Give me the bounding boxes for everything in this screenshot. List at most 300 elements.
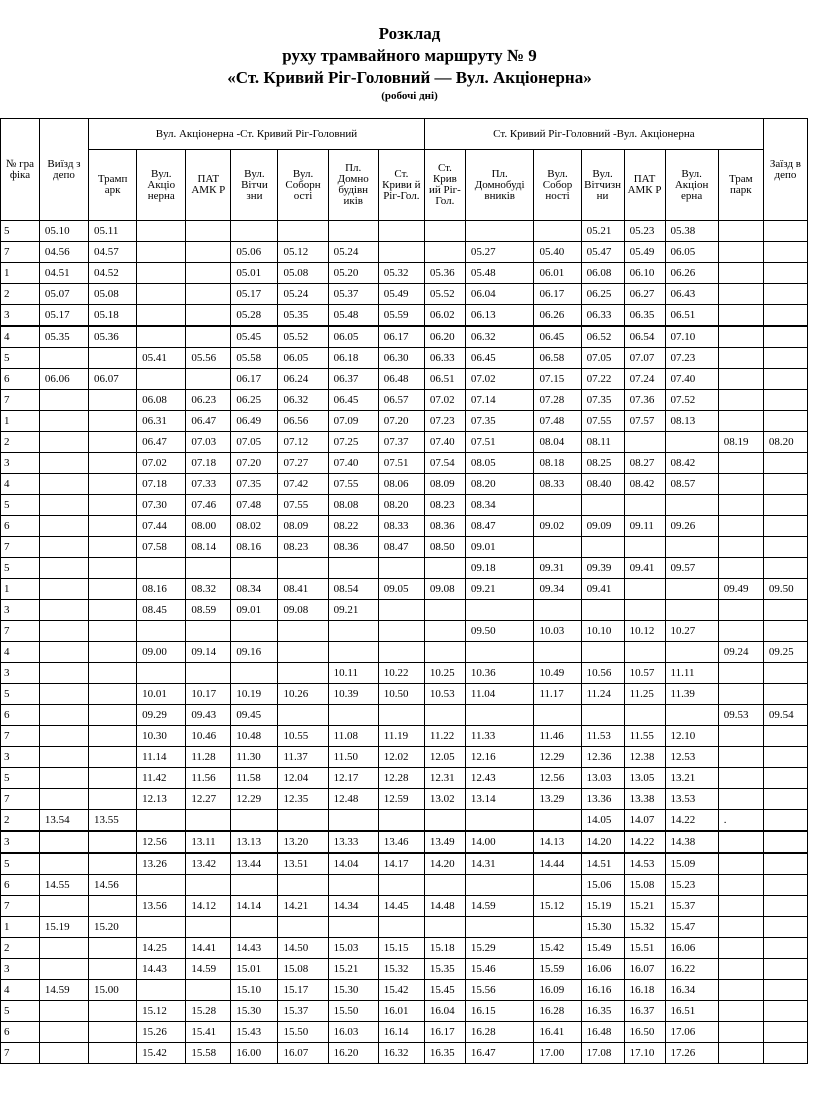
time-cell: 16.32 xyxy=(378,1043,424,1064)
time-cell xyxy=(718,684,763,705)
time-cell xyxy=(39,853,88,875)
time-cell xyxy=(581,495,624,516)
time-cell xyxy=(89,1001,137,1022)
graph-number-cell: 2 xyxy=(1,810,40,832)
time-cell: 09.11 xyxy=(624,516,665,537)
time-cell xyxy=(186,305,231,327)
time-cell: 07.14 xyxy=(465,390,534,411)
table-row xyxy=(1,326,808,348)
time-cell xyxy=(137,326,186,348)
time-cell: 12.13 xyxy=(137,789,186,810)
time-cell: 14.48 xyxy=(424,896,465,917)
time-cell: 16.00 xyxy=(231,1043,278,1064)
time-cell: 08.50 xyxy=(424,537,465,558)
time-cell: 08.41 xyxy=(278,579,328,600)
time-cell xyxy=(624,495,665,516)
time-cell: 09.14 xyxy=(186,642,231,663)
group-header-row xyxy=(1,119,808,150)
time-cell xyxy=(186,284,231,305)
time-cell xyxy=(278,642,328,663)
time-cell: 04.56 xyxy=(39,242,88,263)
time-cell xyxy=(328,875,378,896)
time-cell: 09.29 xyxy=(137,705,186,726)
time-cell xyxy=(718,1022,763,1043)
time-cell xyxy=(718,390,763,411)
time-cell: 15.51 xyxy=(624,938,665,959)
time-cell xyxy=(39,579,88,600)
time-cell xyxy=(718,453,763,474)
time-cell xyxy=(186,980,231,1001)
time-cell: 07.20 xyxy=(378,411,424,432)
time-cell: 14.56 xyxy=(89,875,137,896)
time-cell xyxy=(39,348,88,369)
time-cell: 13.53 xyxy=(665,789,718,810)
time-cell xyxy=(763,516,807,537)
time-cell xyxy=(718,896,763,917)
time-cell: 05.08 xyxy=(278,263,328,284)
time-cell: 06.05 xyxy=(328,326,378,348)
time-cell: 06.32 xyxy=(278,390,328,411)
time-cell: 07.44 xyxy=(137,516,186,537)
time-cell xyxy=(718,221,763,242)
time-cell: 14.59 xyxy=(465,896,534,917)
time-cell: 11.28 xyxy=(186,747,231,768)
time-cell xyxy=(718,326,763,348)
time-cell: 16.41 xyxy=(534,1022,581,1043)
table-row xyxy=(1,242,808,263)
column-header-row xyxy=(1,150,808,221)
time-cell xyxy=(718,1001,763,1022)
time-cell xyxy=(534,875,581,896)
time-cell xyxy=(718,305,763,327)
time-cell xyxy=(39,642,88,663)
time-cell: 10.56 xyxy=(581,663,624,684)
time-cell: 15.01 xyxy=(231,959,278,980)
time-cell: 16.22 xyxy=(665,959,718,980)
time-cell: 16.01 xyxy=(378,1001,424,1022)
time-cell: 15.21 xyxy=(624,896,665,917)
time-cell xyxy=(39,516,88,537)
time-cell: 05.48 xyxy=(328,305,378,327)
time-cell xyxy=(186,221,231,242)
time-cell: 07.12 xyxy=(278,432,328,453)
table-row xyxy=(1,263,808,284)
time-cell: 15.23 xyxy=(665,875,718,896)
time-cell xyxy=(137,242,186,263)
time-cell: 13.26 xyxy=(137,853,186,875)
time-cell: 05.52 xyxy=(424,284,465,305)
time-cell: 06.54 xyxy=(624,326,665,348)
time-cell xyxy=(624,642,665,663)
time-cell xyxy=(763,896,807,917)
time-cell: . xyxy=(718,810,763,832)
time-cell xyxy=(424,600,465,621)
table-row xyxy=(1,432,808,453)
time-cell xyxy=(424,875,465,896)
time-cell: 07.30 xyxy=(137,495,186,516)
time-cell xyxy=(186,875,231,896)
time-cell: 09.00 xyxy=(137,642,186,663)
time-cell: 09.45 xyxy=(231,705,278,726)
table-row xyxy=(1,1001,808,1022)
time-cell xyxy=(465,705,534,726)
time-cell: 08.00 xyxy=(186,516,231,537)
time-cell: 10.36 xyxy=(465,663,534,684)
time-cell xyxy=(39,789,88,810)
time-cell: 08.59 xyxy=(186,600,231,621)
time-cell: 06.05 xyxy=(278,348,328,369)
table-row xyxy=(1,1043,808,1064)
schedule-body xyxy=(1,221,808,1064)
time-cell: 16.28 xyxy=(534,1001,581,1022)
time-cell: 15.42 xyxy=(534,938,581,959)
time-cell xyxy=(718,558,763,579)
time-cell: 05.11 xyxy=(89,221,137,242)
time-cell: 07.55 xyxy=(278,495,328,516)
table-row xyxy=(1,705,808,726)
time-cell: 15.37 xyxy=(665,896,718,917)
group-header-forward: Вул. Акціонерна -Ст. Кривий Ріг-Головний xyxy=(89,119,425,150)
table-row xyxy=(1,980,808,1001)
time-cell: 05.40 xyxy=(534,242,581,263)
time-cell: 16.14 xyxy=(378,1022,424,1043)
time-cell xyxy=(278,221,328,242)
table-row xyxy=(1,516,808,537)
table-row xyxy=(1,537,808,558)
time-cell: 15.42 xyxy=(137,1043,186,1064)
time-cell: 11.37 xyxy=(278,747,328,768)
time-cell: 11.14 xyxy=(137,747,186,768)
time-cell xyxy=(378,621,424,642)
time-cell: 07.28 xyxy=(534,390,581,411)
time-cell: 06.17 xyxy=(534,284,581,305)
time-cell: 11.30 xyxy=(231,747,278,768)
time-cell: 10.03 xyxy=(534,621,581,642)
time-cell xyxy=(763,263,807,284)
time-cell xyxy=(718,789,763,810)
time-cell xyxy=(718,768,763,789)
time-cell: 15.28 xyxy=(186,1001,231,1022)
time-cell: 14.12 xyxy=(186,896,231,917)
table-row xyxy=(1,959,808,980)
time-cell: 10.55 xyxy=(278,726,328,747)
time-cell: 13.46 xyxy=(378,831,424,853)
time-cell xyxy=(534,810,581,832)
time-cell: 14.51 xyxy=(581,853,624,875)
time-cell xyxy=(378,242,424,263)
time-cell: 15.47 xyxy=(665,917,718,938)
time-cell: 14.20 xyxy=(581,831,624,853)
table-row xyxy=(1,390,808,411)
time-cell xyxy=(89,579,137,600)
time-cell xyxy=(328,621,378,642)
time-cell: 12.56 xyxy=(534,768,581,789)
time-cell: 15.30 xyxy=(231,1001,278,1022)
time-cell: 16.47 xyxy=(465,1043,534,1064)
time-cell: 15.46 xyxy=(465,959,534,980)
time-cell xyxy=(763,810,807,832)
time-cell xyxy=(278,663,328,684)
time-cell xyxy=(763,474,807,495)
time-cell xyxy=(89,705,137,726)
time-cell: 07.23 xyxy=(424,411,465,432)
time-cell: 10.26 xyxy=(278,684,328,705)
time-cell: 09.50 xyxy=(465,621,534,642)
time-cell: 07.35 xyxy=(231,474,278,495)
time-cell: 08.09 xyxy=(424,474,465,495)
time-cell xyxy=(424,917,465,938)
time-cell xyxy=(378,810,424,832)
col-header-depot-exit: Виїзд з депо xyxy=(39,119,88,221)
time-cell: 13.11 xyxy=(186,831,231,853)
table-row xyxy=(1,831,808,853)
time-cell: 05.56 xyxy=(186,348,231,369)
time-cell: 15.12 xyxy=(534,896,581,917)
time-cell xyxy=(39,747,88,768)
time-cell xyxy=(39,726,88,747)
time-cell: 09.09 xyxy=(581,516,624,537)
time-cell xyxy=(186,263,231,284)
time-cell: 06.37 xyxy=(328,369,378,390)
time-cell: 09.16 xyxy=(231,642,278,663)
time-cell xyxy=(231,558,278,579)
time-cell: 06.51 xyxy=(424,369,465,390)
route-title: руху трамвайного маршруту № 9 xyxy=(282,46,537,65)
time-cell xyxy=(39,896,88,917)
time-cell: 14.43 xyxy=(231,938,278,959)
time-cell: 07.35 xyxy=(581,390,624,411)
time-cell xyxy=(186,810,231,832)
time-cell xyxy=(186,621,231,642)
time-cell: 11.39 xyxy=(665,684,718,705)
time-cell xyxy=(465,642,534,663)
time-cell: 05.49 xyxy=(624,242,665,263)
time-cell: 12.56 xyxy=(137,831,186,853)
col-header-kryvyi-rih-gol-2: Ст. Крив ий Ріг-Гол. xyxy=(424,150,465,221)
time-cell: 07.37 xyxy=(378,432,424,453)
time-cell: 10.12 xyxy=(624,621,665,642)
time-cell: 14.34 xyxy=(328,896,378,917)
table-row xyxy=(1,474,808,495)
time-cell: 14.55 xyxy=(39,875,88,896)
time-cell: 07.51 xyxy=(378,453,424,474)
time-cell: 16.04 xyxy=(424,1001,465,1022)
graph-number-cell: 1 xyxy=(1,917,40,938)
time-cell: 14.59 xyxy=(39,980,88,1001)
col-header-domnobudivnykiv: Пл. Домно будівн иків xyxy=(328,150,378,221)
time-cell xyxy=(718,853,763,875)
time-cell xyxy=(465,600,534,621)
time-cell: 06.31 xyxy=(137,411,186,432)
time-cell: 07.57 xyxy=(624,411,665,432)
time-cell xyxy=(763,789,807,810)
time-cell xyxy=(624,705,665,726)
graph-number-cell: 7 xyxy=(1,621,40,642)
time-cell xyxy=(39,959,88,980)
time-cell xyxy=(763,663,807,684)
time-cell: 08.04 xyxy=(534,432,581,453)
time-cell: 12.35 xyxy=(278,789,328,810)
time-cell xyxy=(89,938,137,959)
time-cell: 08.16 xyxy=(137,579,186,600)
time-cell: 12.29 xyxy=(231,789,278,810)
time-cell: 07.02 xyxy=(137,453,186,474)
time-cell: 05.10 xyxy=(39,221,88,242)
graph-number-cell: 4 xyxy=(1,326,40,348)
time-cell: 13.13 xyxy=(231,831,278,853)
time-cell: 05.06 xyxy=(231,242,278,263)
time-cell: 17.06 xyxy=(665,1022,718,1043)
time-cell: 12.38 xyxy=(624,747,665,768)
time-cell xyxy=(378,600,424,621)
time-cell xyxy=(763,831,807,853)
time-cell: 15.08 xyxy=(278,959,328,980)
graph-number-cell: 5 xyxy=(1,684,40,705)
time-cell: 12.36 xyxy=(581,747,624,768)
time-cell: 15.15 xyxy=(378,938,424,959)
time-cell: 10.49 xyxy=(534,663,581,684)
time-cell: 07.05 xyxy=(231,432,278,453)
time-cell: 15.42 xyxy=(378,980,424,1001)
time-cell: 07.23 xyxy=(665,348,718,369)
time-cell: 13.55 xyxy=(89,810,137,832)
time-cell: 06.26 xyxy=(534,305,581,327)
time-cell xyxy=(137,369,186,390)
time-cell: 09.43 xyxy=(186,705,231,726)
time-cell xyxy=(89,747,137,768)
table-row xyxy=(1,917,808,938)
time-cell: 13.49 xyxy=(424,831,465,853)
time-cell: 05.48 xyxy=(465,263,534,284)
time-cell: 15.32 xyxy=(378,959,424,980)
table-row xyxy=(1,284,808,305)
time-cell: 09.08 xyxy=(424,579,465,600)
time-cell: 13.05 xyxy=(624,768,665,789)
time-cell xyxy=(665,432,718,453)
time-cell: 11.42 xyxy=(137,768,186,789)
time-cell: 07.54 xyxy=(424,453,465,474)
time-cell: 06.30 xyxy=(378,348,424,369)
time-cell: 09.41 xyxy=(624,558,665,579)
time-cell: 05.49 xyxy=(378,284,424,305)
time-cell: 11.33 xyxy=(465,726,534,747)
time-cell: 05.07 xyxy=(39,284,88,305)
time-cell xyxy=(763,221,807,242)
time-cell xyxy=(278,917,328,938)
time-cell xyxy=(137,305,186,327)
time-cell xyxy=(89,896,137,917)
time-cell: 05.59 xyxy=(378,305,424,327)
col-header-tram-park: Трамп арк xyxy=(89,150,137,221)
time-cell xyxy=(763,600,807,621)
time-cell: 08.47 xyxy=(465,516,534,537)
time-cell xyxy=(39,621,88,642)
time-cell: 07.03 xyxy=(186,432,231,453)
time-cell: 12.29 xyxy=(534,747,581,768)
time-cell: 15.56 xyxy=(465,980,534,1001)
time-cell xyxy=(465,917,534,938)
graph-number-cell: 7 xyxy=(1,789,40,810)
time-cell xyxy=(763,853,807,875)
time-cell: 11.24 xyxy=(581,684,624,705)
time-cell: 05.17 xyxy=(39,305,88,327)
time-cell: 15.10 xyxy=(231,980,278,1001)
time-cell: 06.06 xyxy=(39,369,88,390)
time-cell xyxy=(278,705,328,726)
time-cell xyxy=(89,1043,137,1064)
time-cell: 07.40 xyxy=(328,453,378,474)
time-cell xyxy=(89,831,137,853)
time-cell xyxy=(39,453,88,474)
time-cell: 11.11 xyxy=(665,663,718,684)
time-cell xyxy=(424,642,465,663)
time-cell: 16.07 xyxy=(624,959,665,980)
time-cell xyxy=(89,726,137,747)
table-row xyxy=(1,853,808,875)
time-cell: 15.29 xyxy=(465,938,534,959)
time-cell: 08.13 xyxy=(665,411,718,432)
time-cell: 12.28 xyxy=(378,768,424,789)
col-header-aktsionerna: Вул. Акціо нерна xyxy=(137,150,186,221)
time-cell xyxy=(665,495,718,516)
time-cell: 09.21 xyxy=(328,600,378,621)
time-cell: 06.52 xyxy=(581,326,624,348)
table-row xyxy=(1,621,808,642)
time-cell xyxy=(718,663,763,684)
time-cell xyxy=(465,875,534,896)
time-cell xyxy=(278,875,328,896)
time-cell: 05.12 xyxy=(278,242,328,263)
time-cell: 06.51 xyxy=(665,305,718,327)
time-cell: 13.33 xyxy=(328,831,378,853)
time-cell xyxy=(328,642,378,663)
time-cell: 05.17 xyxy=(231,284,278,305)
time-cell xyxy=(186,242,231,263)
col-header-sobornosti: Вул. Соборн ості xyxy=(278,150,328,221)
time-cell xyxy=(718,516,763,537)
time-cell xyxy=(137,875,186,896)
time-cell xyxy=(378,642,424,663)
time-cell: 05.52 xyxy=(278,326,328,348)
time-cell: 10.53 xyxy=(424,684,465,705)
time-cell xyxy=(763,1022,807,1043)
time-cell: 12.02 xyxy=(378,747,424,768)
table-row xyxy=(1,369,808,390)
time-cell xyxy=(39,600,88,621)
time-cell: 14.50 xyxy=(278,938,328,959)
time-cell: 07.25 xyxy=(328,432,378,453)
time-cell: 12.53 xyxy=(665,747,718,768)
time-cell: 07.27 xyxy=(278,453,328,474)
graph-number-cell: 7 xyxy=(1,726,40,747)
col-header-vitchyzny-2: Вул. Вітчизн ни xyxy=(581,150,624,221)
time-cell xyxy=(424,621,465,642)
time-cell: 09.01 xyxy=(465,537,534,558)
time-cell xyxy=(231,221,278,242)
table-row xyxy=(1,684,808,705)
table-row xyxy=(1,305,808,327)
time-cell xyxy=(718,831,763,853)
time-cell: 16.15 xyxy=(465,1001,534,1022)
time-cell: 15.12 xyxy=(137,1001,186,1022)
time-cell xyxy=(424,558,465,579)
time-cell: 08.34 xyxy=(465,495,534,516)
time-cell xyxy=(718,242,763,263)
table-row xyxy=(1,579,808,600)
time-cell: 12.59 xyxy=(378,789,424,810)
time-cell: 05.37 xyxy=(328,284,378,305)
time-cell: 16.50 xyxy=(624,1022,665,1043)
